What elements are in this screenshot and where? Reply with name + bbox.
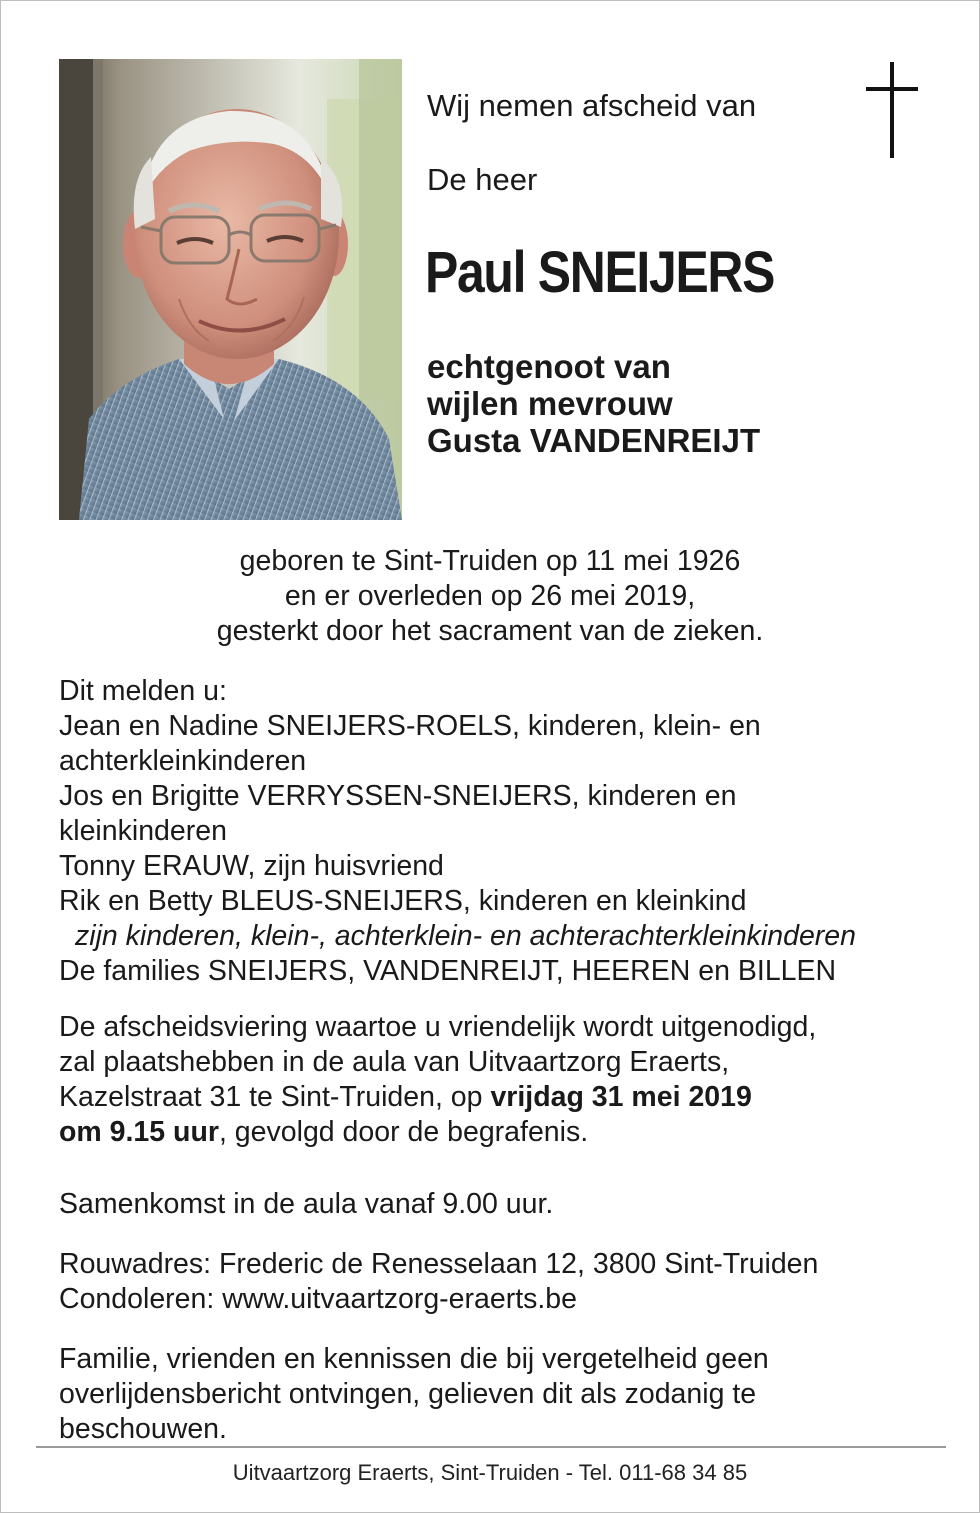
deceased-name: Paul SNEIJERS (425, 240, 775, 305)
spouse-line: Gusta VANDENREIJT (427, 422, 761, 459)
spouse-line: echtgenoot van (427, 348, 671, 385)
announcers-heading: Dit melden u: (59, 675, 227, 707)
intro-text: Wij nemen afscheid van (427, 88, 757, 123)
portrait-photo (59, 59, 402, 520)
announcer-line: Tonny ERAUW, zijn huisvriend (59, 850, 444, 882)
ceremony-block (59, 1010, 939, 1150)
lifespan-line: geboren te Sint-Truiden op 11 mei 1926 (239, 545, 741, 577)
ceremony-followup: , gevolgd door de begrafenis. (218, 1116, 589, 1148)
announcer-line: Rik en Betty BLEUS-SNEIJERS, kinderen en kleinkind (59, 885, 747, 917)
ceremony-time: om 9.15 uur (59, 1116, 219, 1148)
ceremony-line: De afscheidsviering waartoe u vriendelijk wordt uitgenodigd, (59, 1011, 817, 1043)
footer-divider (36, 1446, 946, 1448)
spouse-line: wijlen mevrouw (427, 385, 673, 422)
lifespan-line: en er overleden op 26 mei 2019, (284, 580, 696, 612)
families-line: De families SNEIJERS, VANDENREIJT, HEEREN en BILLEN (59, 955, 837, 987)
lifespan-block (0, 544, 980, 649)
cross-icon (862, 62, 922, 158)
notice-line: Familie, vrienden en kennissen die bij vergetelheid geen (59, 1343, 769, 1375)
condolence-link[interactable]: Condoleren: www.uitvaartzorg-eraerts.be (59, 1283, 577, 1315)
ceremony-line (59, 1115, 939, 1150)
ceremony-location: Kazelstraat 31 te Sint-Truiden, op (59, 1081, 491, 1113)
spouse-block (427, 348, 760, 459)
announcer-line: Jos en Brigitte VERRYSSEN-SNEIJERS, kinderen en (59, 780, 737, 812)
honorific: De heer (427, 162, 538, 197)
announcer-line: Jean en Nadine SNEIJERS-ROELS, kinderen, klein- en (59, 710, 761, 742)
notice-line: overlijdensbericht ontvingen, gelieven dit als zodanig te (59, 1378, 757, 1410)
announcers-block (59, 674, 939, 989)
ceremony-date: vrijdag 31 mei 2019 (490, 1081, 752, 1113)
rouwadres-line: Rouwadres: Frederic de Renesselaan 12, 3800 Sint-Truiden (59, 1248, 819, 1280)
address-block (59, 1247, 939, 1317)
lifespan-line: gesterkt door het sacrament van de zieken. (216, 615, 764, 647)
announcer-line: kleinkinderen (59, 815, 227, 847)
descendants-line: zijn kinderen, klein-, achterklein- en achterachterkleinkinderen (75, 920, 856, 952)
footer-text: Uitvaartzorg Eraerts, Sint-Truiden - Tel. 011-68 34 85 (232, 1460, 748, 1485)
meeting-text: Samenkomst in de aula vanaf 9.00 uur. (59, 1188, 554, 1220)
announcer-line: achterkleinkinderen (59, 745, 307, 777)
notice-line: beschouwen. (59, 1413, 227, 1445)
notice-block (59, 1342, 939, 1447)
ceremony-line (59, 1080, 939, 1115)
ceremony-line: zal plaatshebben in de aula van Uitvaartzorg Eraerts, (59, 1046, 730, 1078)
